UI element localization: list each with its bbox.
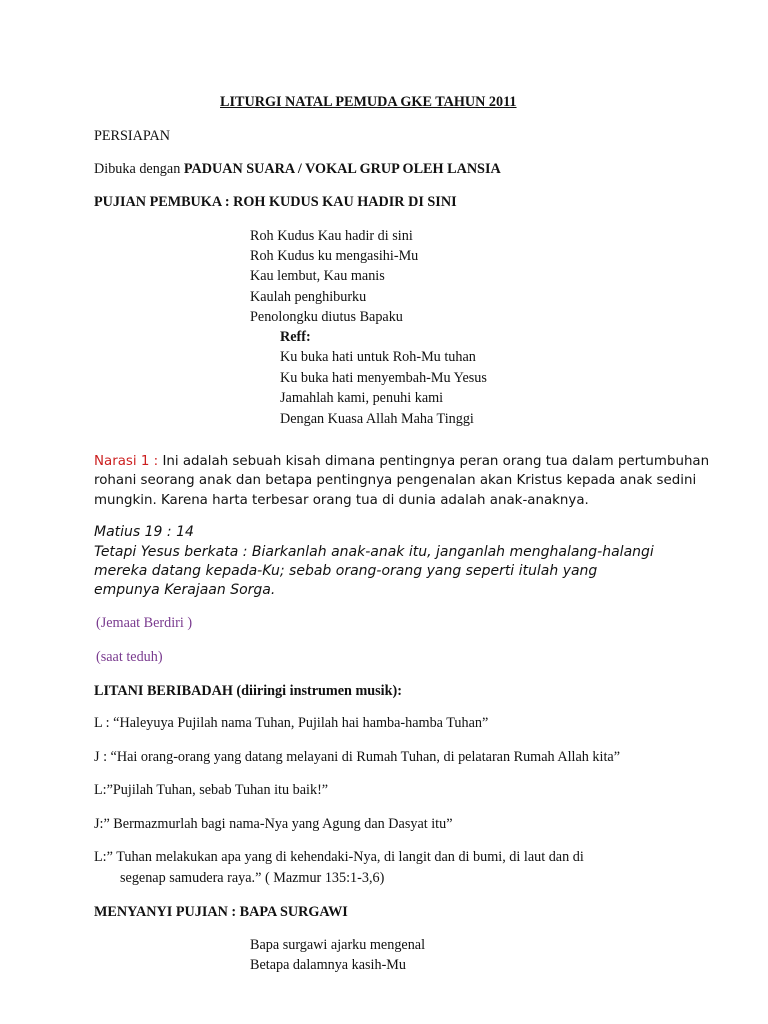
reff-line: Ku buka hati menyembah-Mu Yesus [280, 370, 487, 386]
page-title: LITURGI NATAL PEMUDA GKE TAHUN 2011 [220, 94, 517, 110]
verse-reference: Matius 19 : 14 [94, 524, 194, 540]
litani-line: L:” Tuhan melakukan apa yang di kehendaki-Nya, di langit dan di bumi, di laut dan di [94, 849, 584, 865]
verse-line: empunya Kerajaan Sorga. [94, 582, 276, 598]
pujian-pembuka-heading: PUJIAN PEMBUKA : ROH KUDUS KAU HADIR DI SINI [94, 194, 457, 210]
reff-line: Jamahlah kami, penuhi kami [280, 390, 444, 406]
section-persiapan: PERSIAPAN [94, 128, 170, 144]
jemaat-berdiri-note: (Jemaat Berdiri ) [96, 615, 193, 631]
litani-line: L : “Haleyuya Pujilah nama Tuhan, Pujilah hai hamba-hamba Tuhan” [94, 715, 489, 731]
saat-teduh-note: (saat teduh) [96, 649, 163, 665]
dibuka-bold: PADUAN SUARA / VOKAL GRUP OLEH LANSIA [183, 161, 501, 177]
litani-line: J:” Bermazmurlah bagi nama-Nya yang Agung dan Dasyat itu” [94, 816, 453, 832]
verse-line: mereka datang kepada-Ku; sebab orang-orang yang seperti itulah yang [94, 563, 598, 579]
song1-line: Kau lembut, Kau manis [250, 268, 385, 284]
litani-line: J : “Hai orang-orang yang datang melayani di Rumah Tuhan, di pelataran Rumah Allah kita” [94, 749, 620, 765]
song2-line: Bapa surgawi ajarku mengenal [250, 937, 426, 953]
song1-line: Roh Kudus ku mengasihi-Mu [250, 248, 419, 264]
litani-line: L:”Pujilah Tuhan, sebab Tuhan itu baik!” [94, 782, 329, 798]
dibuka-prefix: Dibuka dengan [94, 161, 184, 177]
reff-line: Ku buka hati untuk Roh-Mu tuhan [280, 349, 476, 365]
litani-heading: LITANI BERIBADAH (diiringi instrumen musik): [94, 683, 402, 699]
narasi1-line [94, 453, 709, 470]
song1-line: Penolongku diutus Bapaku [250, 309, 403, 325]
reff-label: Reff: [280, 329, 311, 345]
song1-line: Roh Kudus Kau hadir di sini [250, 228, 413, 244]
reff-line: Dengan Kuasa Allah Maha Tinggi [280, 411, 474, 427]
narasi1-line: mungkin. Karena harta terbesar orang tua di dunia adalah anak-anaknya. [94, 493, 589, 508]
song1-line: Kaulah penghiburku [250, 289, 367, 305]
song2-line: Betapa dalamnya kasih-Mu [250, 957, 407, 973]
narasi1-line: rohani seorang anak dan betapa pentingnya pengenalan akan Kristus kepada anak sedini [94, 473, 697, 488]
menyanyi-heading: MENYANYI PUJIAN : BAPA SURGAWI [94, 904, 348, 920]
litani-continuation: segenap samudera raya.” ( Mazmur 135:1-3,6) [120, 870, 385, 886]
narasi1-text: Ini adalah sebuah kisah dimana pentingnya peran orang tua dalam pertumbuhan [162, 454, 710, 469]
narasi1-label: Narasi 1 : [94, 454, 163, 469]
dibuka-line [94, 161, 501, 178]
verse-line: Tetapi Yesus berkata : Biarkanlah anak-anak itu, janganlah menghalang-halangi [94, 544, 654, 560]
